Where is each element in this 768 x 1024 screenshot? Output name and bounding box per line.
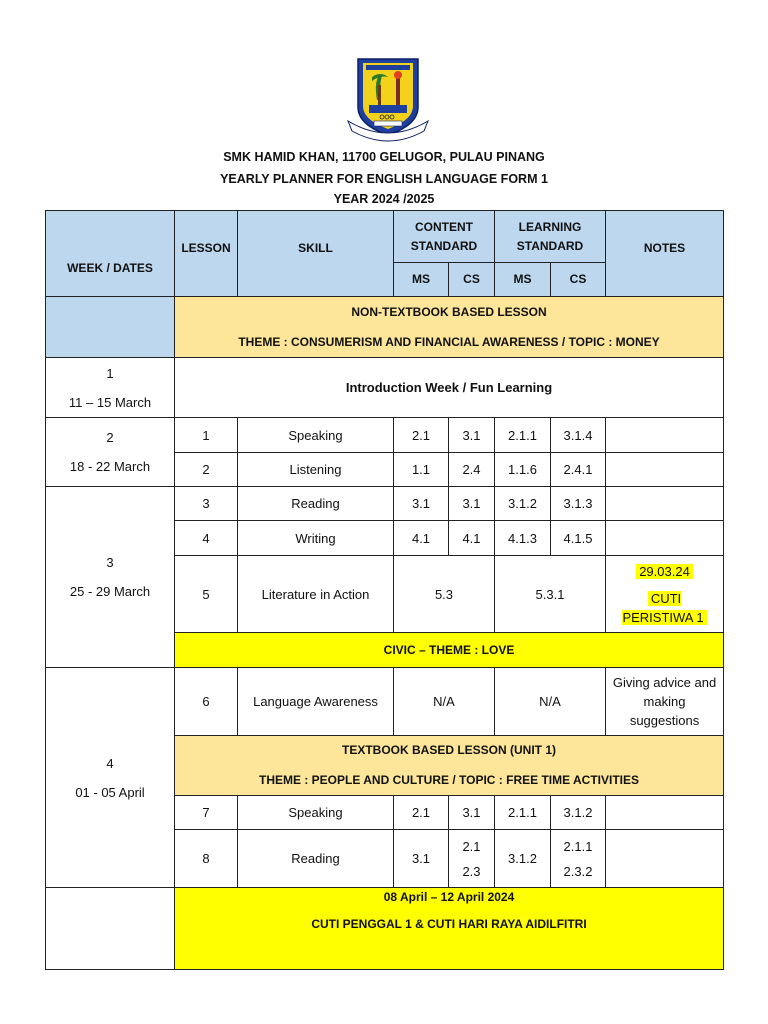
content-ms: 2.1 <box>394 418 449 453</box>
content-cs: 2.4 <box>449 453 495 487</box>
week-number: 2 <box>106 430 114 445</box>
banner-theme: THEME : CONSUMERISM AND FINANCIAL AWARENESS / TOPIC : MONEY <box>238 334 660 349</box>
learning-cs: 2.4.1 <box>551 453 606 487</box>
learning-cs: 3.1.3 <box>551 487 606 521</box>
learning-ms: 1.1.6 <box>495 453 551 487</box>
learning-cs: 3.1.2 <box>551 796 606 830</box>
notes-cell <box>606 418 724 453</box>
skill-name: Speaking <box>238 796 394 830</box>
lesson-header: LESSON <box>175 211 238 297</box>
content-cs: 3.1 <box>449 796 495 830</box>
content-ms: 3.1 <box>394 487 449 521</box>
skill-name: Speaking <box>238 418 394 453</box>
skill-header: SKILL <box>238 211 394 297</box>
learning-standard: 5.3.1 <box>495 556 606 633</box>
learning-ms: 3.1.2 <box>495 830 551 888</box>
school-crest-logo <box>344 55 432 143</box>
content-cs <box>449 830 495 888</box>
notes-cell <box>606 556 724 633</box>
intro-week-text: Introduction Week / Fun Learning <box>175 358 724 418</box>
learning-cs: 3.1.4 <box>551 418 606 453</box>
week-4-cell <box>46 668 175 888</box>
notes-cell: Giving advice and making suggestions <box>606 668 724 736</box>
banner-title: TEXTBOOK BASED LESSON (UNIT 1) <box>342 743 557 757</box>
lesson-number: 6 <box>175 668 238 736</box>
week-dates: 11 – 15 March <box>68 394 152 410</box>
content-cs: 4.1 <box>449 521 495 556</box>
holiday-name: CUTI PENGGAL 1 & CUTI HARI RAYA AIDILFITRI <box>311 917 587 931</box>
week-dates: 25 - 29 March <box>69 584 151 599</box>
holiday-name-note: CUTI PERISTIWA 1 <box>622 591 706 625</box>
notes-cell <box>606 453 724 487</box>
skill-name: Writing <box>238 521 394 556</box>
week-dates: 01 - 05 April <box>75 784 145 800</box>
week-number: 1 <box>106 365 114 381</box>
week-3-cell <box>46 487 175 668</box>
learning-ms: 2.1.1 <box>495 796 551 830</box>
learning-cs-b: 2.3.2 <box>563 863 593 879</box>
skill-name: Reading <box>238 487 394 521</box>
lesson-number: 7 <box>175 796 238 830</box>
skill-name: Reading <box>238 830 394 888</box>
week-dates-header-filler <box>46 297 175 358</box>
notes-cell <box>606 796 724 830</box>
week-number: 3 <box>106 555 114 570</box>
learning-ms: 2.1.1 <box>495 418 551 453</box>
banner-title: NON-TEXTBOOK BASED LESSON <box>351 304 547 319</box>
lesson-number: 1 <box>175 418 238 453</box>
week-dates-header: WEEK / DATES <box>46 211 175 297</box>
learning-cs-a: 2.1.1 <box>563 838 593 854</box>
skill-name: Listening <box>238 453 394 487</box>
lesson-number: 2 <box>175 453 238 487</box>
content-cs-header: CS <box>449 263 495 297</box>
learning-standard-header: LEARNING STANDARD <box>495 211 606 263</box>
week-1-cell <box>46 358 175 418</box>
notes-cell <box>606 830 724 888</box>
civic-theme-banner: CIVIC – THEME : LOVE <box>175 633 724 668</box>
learning-cs-header: CS <box>551 263 606 297</box>
content-ms: 4.1 <box>394 521 449 556</box>
non-textbook-banner <box>175 297 724 358</box>
textbook-banner <box>175 736 724 796</box>
content-ms: 3.1 <box>394 830 449 888</box>
lesson-number: 3 <box>175 487 238 521</box>
learning-ms: 3.1.2 <box>495 487 551 521</box>
content-cs-b: 2.3 <box>462 863 481 879</box>
week-number: 4 <box>106 755 114 771</box>
skill-name: Language Awareness <box>238 668 394 736</box>
notes-cell <box>606 487 724 521</box>
learning-standard: N/A <box>495 668 606 736</box>
yearly-planner-table <box>45 210 724 970</box>
content-cs-a: 2.1 <box>462 838 481 854</box>
week-dates: 18 - 22 March <box>69 459 151 474</box>
content-ms: 1.1 <box>394 453 449 487</box>
holiday-date-note: 29.03.24 <box>636 564 693 579</box>
lesson-number: 4 <box>175 521 238 556</box>
school-holiday-banner <box>175 888 724 970</box>
lesson-number: 8 <box>175 830 238 888</box>
content-standard: N/A <box>394 668 495 736</box>
content-ms: 2.1 <box>394 796 449 830</box>
planner-year: YEAR 2024 /2025 <box>333 192 435 206</box>
week-2-cell <box>46 418 175 487</box>
notes-cell <box>606 521 724 556</box>
content-ms-header: MS <box>394 263 449 297</box>
learning-ms-header: MS <box>495 263 551 297</box>
lesson-number: 5 <box>175 556 238 633</box>
learning-cs: 4.1.5 <box>551 521 606 556</box>
notes-header: NOTES <box>606 211 724 297</box>
holiday-dates: 08 April – 12 April 2024 <box>383 890 515 904</box>
content-cs: 3.1 <box>449 487 495 521</box>
content-standard-header: CONTENT STANDARD <box>394 211 495 263</box>
skill-name: Literature in Action <box>238 556 394 633</box>
banner-theme: THEME : PEOPLE AND CULTURE / TOPIC : FREE TIME ACTIVITIES <box>259 773 640 787</box>
school-name: SMK HAMID KHAN, 11700 GELUGOR, PULAU PINANG <box>223 150 545 164</box>
holiday-week-cell <box>46 888 175 970</box>
learning-cs <box>551 830 606 888</box>
planner-title: YEARLY PLANNER FOR ENGLISH LANGUAGE FORM 1 <box>220 172 548 186</box>
learning-ms: 4.1.3 <box>495 521 551 556</box>
content-cs: 3.1 <box>449 418 495 453</box>
content-standard: 5.3 <box>394 556 495 633</box>
